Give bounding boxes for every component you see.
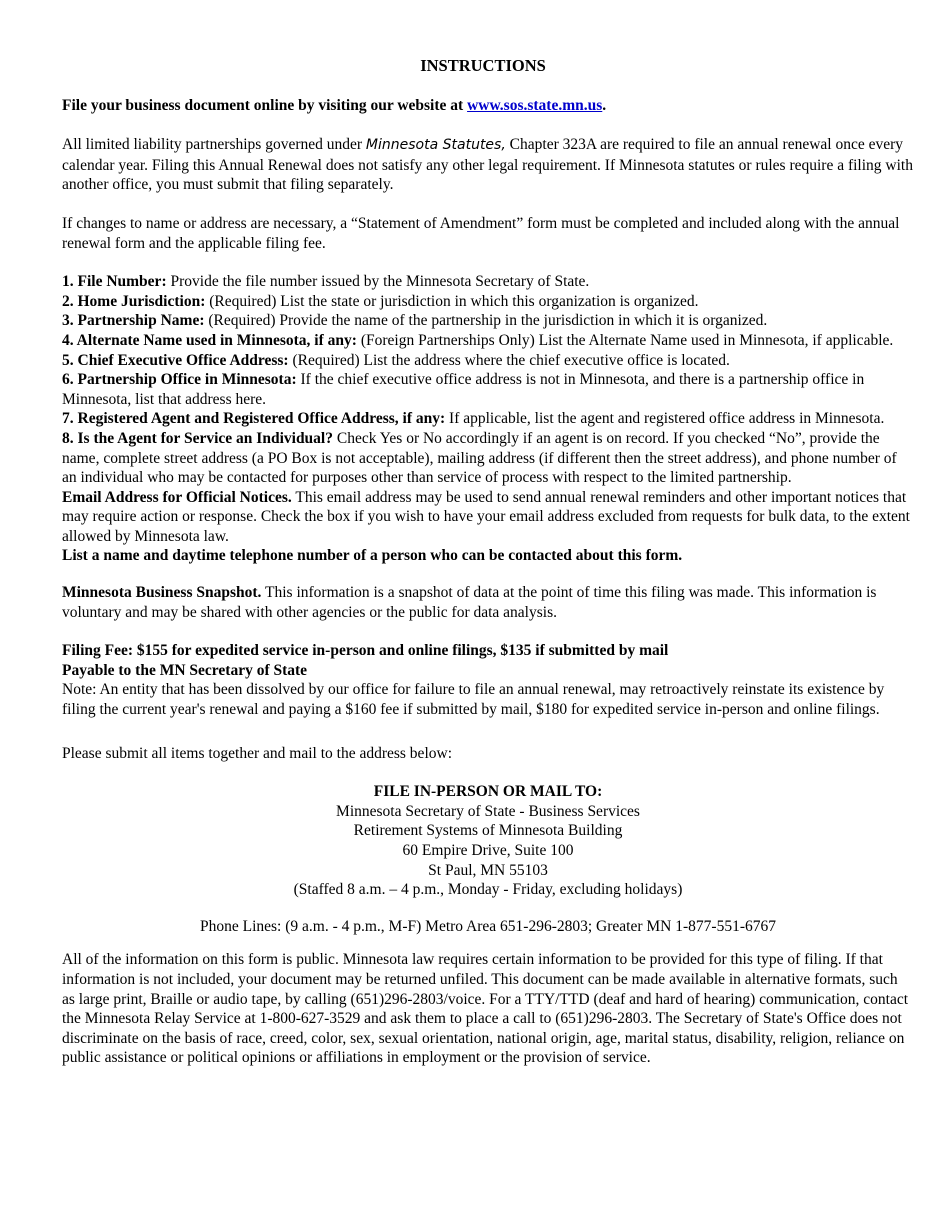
online-filing-text: File your business document online by visiting our website at bbox=[62, 96, 468, 114]
instruction-item bbox=[62, 409, 914, 429]
intro-part2: Chapter 323A are required to file an annual renewal once every calendar year. Filing this Annual Renewal does not satisfy any other legal requirement. If Minnesota statutes or rules require a filing with another office, you must submit that filing separately. bbox=[62, 136, 913, 194]
item-text: (Required) List the state or jurisdiction in which this organization is organized. bbox=[205, 292, 699, 310]
address-line: Retirement Systems of Minnesota Building bbox=[353, 822, 623, 840]
item-number: 8. bbox=[62, 429, 78, 447]
snapshot-text: This information is a snapshot of data at the point of time this filing was made. This information is voluntary and may be shared with other agencies or the public for data analysis. bbox=[62, 584, 877, 621]
item-label: File Number: bbox=[77, 273, 167, 291]
intro-part1: All limited liability partnerships governed under bbox=[62, 136, 366, 154]
item-text: (Required) List the address where the chief executive office is located. bbox=[288, 351, 730, 369]
page-title: INSTRUCTIONS bbox=[420, 56, 546, 75]
amendment-paragraph: If changes to name or address are necessary, a “Statement of Amendment” form must be completed and included along with the annual renewal form and the applicable filing fee. bbox=[62, 214, 900, 252]
instruction-item bbox=[62, 370, 914, 409]
payable-line-text: Payable to the MN Secretary of State bbox=[62, 661, 308, 679]
instruction-item bbox=[62, 292, 914, 312]
item-label: Alternate Name used in Minnesota, if any: bbox=[76, 331, 357, 349]
address-heading-text: FILE IN-PERSON OR MAIL TO: bbox=[373, 783, 603, 801]
item-label: Partnership Office in Minnesota: bbox=[77, 371, 297, 389]
fee-line-text: Filing Fee: $155 for expedited service in-person and online filings, $135 if submitted by mail bbox=[62, 642, 669, 660]
online-filing-line bbox=[62, 96, 914, 116]
intro-paragraph bbox=[62, 135, 914, 195]
item-label: Chief Executive Office Address: bbox=[77, 351, 289, 369]
item-number: 7. bbox=[62, 410, 78, 428]
contact-line-text: List a name and daytime telephone number of a person who can be contacted about this form. bbox=[62, 547, 683, 565]
instruction-item bbox=[62, 331, 914, 351]
item-number: 5. bbox=[62, 351, 78, 369]
snapshot-paragraph bbox=[62, 583, 914, 622]
online-filing-end: . bbox=[602, 96, 607, 114]
address-line: Minnesota Secretary of State - Business Services bbox=[336, 802, 640, 820]
item-label: Home Jurisdiction: bbox=[77, 292, 206, 310]
instruction-item bbox=[62, 311, 914, 331]
contact-line bbox=[62, 546, 914, 566]
item-text: (Foreign Partnerships Only) List the Alternate Name used in Minnesota, if applicable. bbox=[356, 331, 894, 349]
statute-reference: Minnesota Statutes, bbox=[365, 137, 506, 154]
instruction-items bbox=[62, 272, 914, 566]
item-number: 4. bbox=[62, 331, 77, 349]
fee-section bbox=[62, 641, 914, 719]
item-label: Registered Agent and Registered Office Address, if any: bbox=[77, 410, 446, 428]
instruction-item bbox=[62, 272, 914, 292]
item-text: If the chief executive office address is not in Minnesota, and there is a partnership office in Minnesota, list that address here. bbox=[62, 371, 865, 408]
phone-lines: Phone Lines: (9 a.m. - 4 p.m., M-F) Metro Area 651-296-2803; Greater MN 1-877-551-6767 bbox=[200, 917, 776, 935]
item-label: Partnership Name: bbox=[77, 312, 205, 330]
item-label: Email Address for Official Notices. bbox=[62, 488, 292, 506]
item-text: If applicable, list the agent and registered office address in Minnesota. bbox=[445, 410, 885, 428]
payable-line bbox=[62, 661, 914, 681]
item-number: 1. bbox=[62, 273, 78, 291]
item-text: Provide the file number issued by the Minnesota Secretary of State. bbox=[166, 273, 590, 291]
item-label: Is the Agent for Service an Individual? bbox=[77, 429, 333, 447]
item-text: This email address may be used to send annual renewal reminders and other important notices that may require action or response. Check the box if you wish to have your email address excluded from requests for bulk data, to the extent allowed by Minnesota law. bbox=[62, 488, 910, 545]
address-line: 60 Empire Drive, Suite 100 bbox=[402, 842, 574, 859]
address-line: St Paul, MN 55103 bbox=[428, 861, 548, 879]
instruction-item bbox=[62, 429, 914, 488]
website-link[interactable]: www.sos.state.mn.us bbox=[467, 96, 603, 114]
address-heading bbox=[62, 782, 914, 802]
fee-note: Note: An entity that has been dissolved by our office for failure to file an annual renewal, may retroactively reinstate its existence by filing the current year's renewal and paying a $160 fee if submitted by mail, $180 for expedited service in-person and online filings. bbox=[62, 681, 885, 719]
office-hours: (Staffed 8 a.m. – 4 p.m., Monday - Friday, excluding holidays) bbox=[293, 881, 683, 899]
instruction-item bbox=[62, 488, 914, 547]
item-number: 3. bbox=[62, 312, 78, 330]
mailing-address bbox=[62, 782, 914, 900]
item-number: 2. bbox=[62, 292, 78, 310]
instruction-item bbox=[62, 351, 914, 371]
instructions-page bbox=[62, 56, 914, 1068]
item-text: (Required) Provide the name of the partnership in the jurisdiction in which it is organized. bbox=[204, 312, 768, 330]
snapshot-label: Minnesota Business Snapshot. bbox=[62, 584, 262, 602]
item-text: Check Yes or No accordingly if an agent is on record. If you checked “No”, provide the name, complete street address (a PO Box is not acceptable), mailing address (if different then the street address), and phone number of an individual who may be contacted for purposes other than service of process with respect to the limited partnership. bbox=[62, 429, 897, 487]
item-number: 6. bbox=[62, 371, 78, 389]
fee-line bbox=[62, 641, 914, 661]
submit-instruction: Please submit all items together and mail to the address below: bbox=[62, 744, 452, 762]
public-information-paragraph: All of the information on this form is public. Minnesota law requires certain information to be provided for this type of filing. If that information is not included, your document may be returned unfiled. This document can be made available in alternative formats, such as large print, Braille or audio tape, by calling (651)296-2803/voice. For a TTY/TTD (deaf and hard of hearing) communication, contact the Minnesota Relay Service at 1-800-627-3529 and ask them to place a call to (651)296-2803. The Secretary of State's Office does not discriminate on the basis of race, creed, color, sex, sexual orientation, national origin, age, marital status, disability, religion, reliance on public assistance or political opinions or affiliations in employment or the provision of service. bbox=[62, 951, 909, 1067]
